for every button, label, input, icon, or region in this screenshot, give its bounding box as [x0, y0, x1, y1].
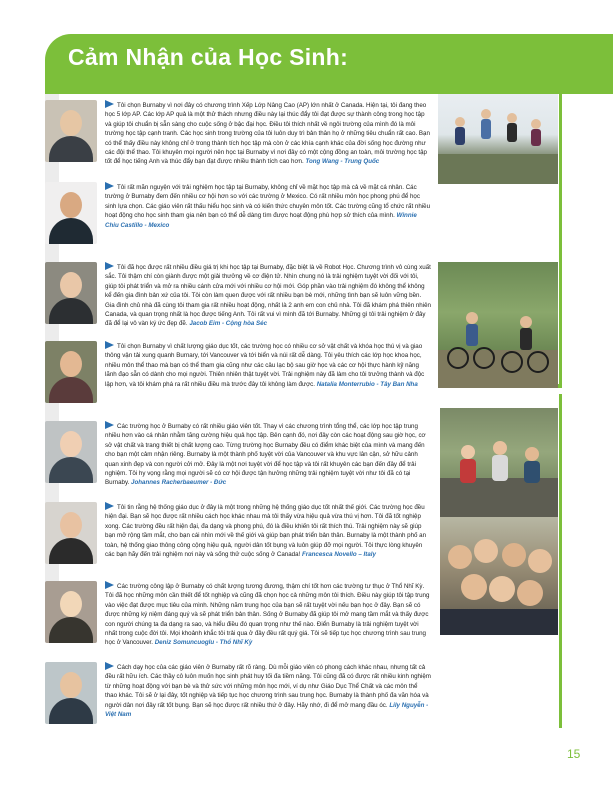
testimonial-signature: Jacob Eim - Cộng hòa Séc — [189, 320, 268, 328]
play-triangle-icon — [105, 341, 114, 349]
students-sitting-illustration — [440, 408, 558, 518]
group-selfie-illustration — [440, 517, 558, 635]
group-selfie-photo — [440, 517, 558, 635]
testimonial-text: Cách dạy học của các giáo viên ở Burnaby rất rõ ràng. Dù mỗi giáo viên có phong cách khác nhau, nhưng tất cả đều rất hữu ích. Các thầy cô luôn muốn học sinh phát huy tối đa tiềm năng. Tôi cũng đã có được rất nhiều kinh nghiệm từ những hoạt động với bạn bè và thử sức với những môn học mới, ví dụ như Giáo Dục Thể Chất và các môn thể thao khác. Tôi sẽ ở lại đây, tốt nghiệp và tiếp tục học chương trình sau trung học. Burnaby là thành phố đa văn hóa và người dân nơi đây rất tốt bụng. Bạn sẽ học được rất nhiều thứ ở đây. Hãy nhớ, đi để mở mang đầu óc. Lily Nguyễn - Việt Nam — [105, 664, 431, 719]
play-triangle-icon — [105, 662, 114, 670]
green-divider-line — [559, 394, 562, 728]
student-photo — [45, 662, 97, 724]
testimonial-signature: Tong Wang - Trung Quốc — [305, 158, 380, 166]
students-cycling-illustration — [438, 262, 558, 388]
play-triangle-icon — [105, 100, 114, 108]
page-title: Cảm Nhận của Học Sinh: — [68, 44, 349, 70]
testimonial-signature: Deniz Somuncuoglu - Thổ Nhĩ Kỳ — [154, 639, 253, 647]
play-triangle-icon — [105, 502, 114, 510]
students-jumping-illustration — [438, 94, 558, 184]
testimonial-text: Tôi chọn Burnaby vì nơi đây có chương trình Xếp Lớp Nâng Cao (AP) lớn nhất ở Canada. Hiện tại, tôi đang theo học 5 lớp AP. Các lớp AP quả là một thử thách nhưng điều này lại thúc đẩy tôi đạt được sự thành công trong học tập và giúp tôi chuẩn bị sẵn sàng cho cuộc sống ở bậc đại học. Điều tôi thích nhất về ngôi trường của mình đó là môi trường học tập cạnh tranh. Các học sinh trong trường của tôi luôn duy trì bản thân họ ở những tiêu chuẩn rất cao. Bạn có thể thấy điều này không chỉ ở trong thành tích học tập mà còn ở các khía cạnh khác của đời sống học đường như các đội thể thao. Tôi khuyên mọi người nên học tại Burnaby vì nơi đây có một cộng đồng an toàn, môi trường học tập tốt để học tiếng Anh và thúc đẩy bạn đạt được nhiều thành tích cao hơn. Tong Wang - Trung Quốc — [105, 102, 430, 166]
student-photo — [45, 182, 97, 244]
student-photo — [45, 581, 97, 643]
page-number: 15 — [567, 747, 581, 761]
play-triangle-icon — [105, 182, 114, 190]
play-triangle-icon — [105, 262, 114, 270]
testimonial-signature: Johannes Racherbaeumer - Đức — [131, 479, 227, 487]
student-photo — [45, 502, 97, 564]
student-photo — [45, 421, 97, 483]
testimonial-text: Các trường công lập ở Burnaby có chất lượng tương đương, thậm chí tốt hơn các trường tư thục ở Thổ Nhĩ Kỳ. Tôi đã học những môn cần thiết để tốt nghiệp và cũng đã chọn học cả những môn tôi thích. Điều này giúp tôi tập trung vào việc đạt được mục tiêu của mình. Những năm trung học của bạn sẽ rất tuyệt vời nếu bạn học ở đây. Bạn sẽ có được những ký niệm đáng quý và sẽ phát triển bản thân. Sống ở Burnaby đã giúp tôi mở mang tầm mắt và thấy được con người chúng ta đa dạng ra sao, và hiểu điều đó quan trọng như thế nào. Điển Burnaby là trải nghiệm tuyệt vời nhất trong cuộc đời tôi. Mọi khoảnh khắc tôi trải qua ở đây đều rất quý giá. Tôi sẽ tiếp tục học chương trình sau trung học ở Vancouver. Deniz Somuncuoglu - Thổ Nhĩ Kỳ — [105, 583, 430, 647]
green-divider-line — [559, 94, 562, 384]
testimonial-text: Các trường học ở Burnaby có rất nhiều giáo viên tốt. Thay vì các chương trình tổng thể, các lớp học tập trung nhiều hơn vào cá nhân nhằm tăng cường hiệu quả học tập. Bên cạnh đó, nơi đây còn các hoạt động sau giờ học, cơ sở vật chất và trang thiết bị chất lượng cao. Từng trường học Burnaby đều có điểm khác biệt của mình và mang đến cho bạn một cảm nhận riêng. Burnaby là một thành phố tuyệt vời của Vancouver và khu vực lân cận, sở hữu cảnh quan xinh đẹp và con người cởi mở. Đây là một nơi tuyệt vời để học tập và tôi rất khuyên các bạn đến đây để trải nghiệm. Tôi hy vọng rằng mọi người sẽ có cơ hội được tận hưởng những trải nghiệm tuyệt vời như tôi đã có tại Burnaby. Johannes Racherbaeumer - Đức — [105, 423, 426, 487]
students-jumping-photo — [438, 94, 558, 184]
testimonial-signature: Lily Nguyễn - Việt Nam — [105, 701, 429, 719]
students-sitting-photo — [440, 408, 558, 518]
testimonial-signature: Winnie Chiu Castillo - Mexico — [105, 212, 417, 229]
testimonial-text: Tôi tin rằng hệ thống giáo dục ở đây là một trong những hệ thống giáo dục tốt nhất thế giới. Các trường học đều hiện đại. Bạn sẽ học được rất nhiều cách học khác nhau mà tôi thấy vừa hiệu quả vừa thú vị hơn. Tôi đã tốt nghiệp xong. Các trường đều rất hiện đại, đa dạng và phong phú, đó là điều khiến tôi rất thích thú. Trải nghiệm này sẽ giúp bạn mở rộng tầm mắt, cho bạn cái nhìn mới về thế giới và giúp bạn phát triển bản thân. Burnaby là một thành phố an toàn, hệ thống giao thông công cộng hiệu quả, người dân tốt bụng và luôn giúp đỡ mọi người. Tôi thực lòng khuyên các bạn hãy đến trải nghiệm nơi này và sống thử cuộc sống ở Canada! Francesca Novello – Italy — [105, 504, 427, 559]
testimonial-signature: Natalia Monterrubio - Tây Ban Nha — [316, 380, 418, 388]
student-photo — [45, 262, 97, 324]
student-photo — [45, 100, 97, 162]
testimonial-text: Tôi rất mãn nguyện với trải nghiệm học tập tại Burnaby, không chỉ về mặt học tập mà cả về mặt cá nhân. Các trường ở Burnaby đem đến nhiều cơ hội hơn so với các trường ở Mexico. Có rất nhiều môn học phong phú để học sinh lựa chọn. Các giáo viên rất thấu hiểu học sinh và có kiến thức chuyên môn tốt. Các trường cũng tổ chức rất nhiều hoạt động cho học sinh tham gia nên bạn có thể dễ dàng tìm được hoạt động phù hợp sở thích của mình. Winnie Chiu Castillo - Mexico — [105, 184, 431, 229]
play-triangle-icon — [105, 581, 114, 589]
testimonial-signature: Francesca Novello – Italy — [302, 551, 376, 559]
testimonial-text: Tôi chọn Burnaby vì chất lượng giáo dục tốt, các trường học có nhiều cơ sở vật chất và khóa học thú vị và giao thông vận tải xung quanh Burnary, tới Vancouver và tới biển và núi rất dễ dàng. Tôi yêu thích các lớp học khoa học, nhiều môn thể thao mà bạn có thể tham gia cũng như các câu lạc bộ sau giờ học và các cơ hội thực hành kỹ năng lãnh đạo sẵn có dành cho mọi người. Thiên nhiên thật tuyệt vời. Trải nghiệm này đã làm cho tôi trưởng thành và độc lập hơn, và tôi khám phá ra rất nhiều điều mà trước đây tôi không làm được. Natalia Monterrubio - Tây Ban Nha — [105, 343, 425, 388]
student-photo — [45, 341, 97, 403]
testimonial-text: Tôi đã học được rất nhiều điều giá trị khi học tập tại Burnaby, đặc biệt là về Robot Học. Chương trình vô cùng xuất sắc. Tôi thậm chí còn giành được một giải thưởng về cơ điện tử. Nhìn chung nó là trải nghiệm tuyệt vời đối với tôi, giúp tôi phát triển và mở ra nhiều cánh cửa mới với nhiều cơ hội mới. Góp phần vào trải nghiệm đó không thể không kể đến gia đình bản xứ của tôi. Tôi còn làm quen được với rất nhiều bạn bè mới, những tình bạn sẽ luôn vững bền. Gia đình chủ nhà đã cùng tôi tham gia rất nhiều hoạt động, nhất là 2 anh em con chủ nhà. Tôi đã khám phá thiên nhiên Canada, và quan trọng nhất là học được tiếng Anh. Tôi rất vui vì mình đã tới Burnaby. Những gì tôi trải nghiệm ở đây đã để lại vô vàn ký ức đẹp đẽ. Jacob Eim - Cộng hòa Séc — [105, 264, 431, 328]
play-triangle-icon — [105, 421, 114, 429]
students-cycling-photo — [438, 262, 558, 388]
